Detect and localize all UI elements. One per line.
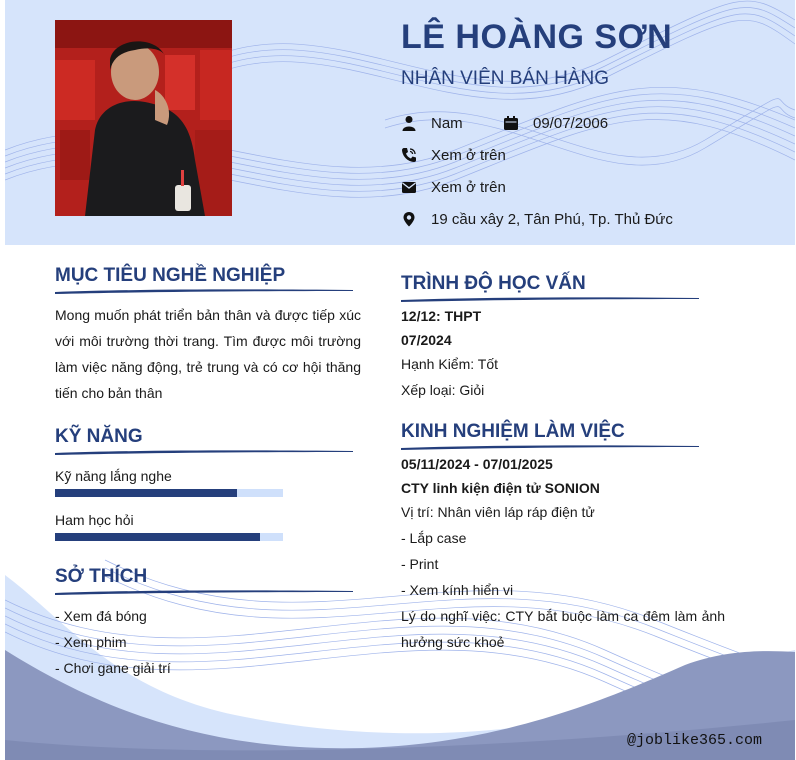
experience-period: 05/11/2024 - 07/01/2025: [401, 456, 553, 472]
skill-label: Ham học hỏi: [55, 512, 134, 528]
profile-photo: [55, 20, 232, 216]
calendar-icon: [503, 115, 519, 131]
education-rank: Xếp loại: Giỏi: [401, 382, 485, 398]
skills-title: KỸ NĂNG: [55, 426, 143, 447]
phone-icon: [401, 147, 417, 163]
job-title: NHÂN VIÊN BÁN HÀNG: [401, 68, 609, 89]
objective-title: MỤC TIÊU NGHỀ NGHIỆP: [55, 265, 286, 286]
skill-bar-fill: [55, 533, 260, 541]
hobby-item: - Xem đá bóng: [55, 608, 147, 624]
gender-row: [401, 111, 463, 135]
education-underline: [401, 295, 701, 303]
education-conduct: Hạnh Kiểm: Tốt: [401, 356, 499, 372]
envelope-icon: [401, 179, 417, 195]
education-date: 07/2024: [401, 332, 452, 348]
experience-leave-reason: Lý do nghĩ việc: CTY bắt buộc làm ca đêm làm ảnh hưởng sức khoẻ: [401, 608, 725, 650]
skill-label: Kỹ năng lắng nghe: [55, 468, 172, 484]
skill-bar: [55, 489, 283, 497]
skills-underline: [55, 448, 355, 456]
email-value: Xem ở trên: [431, 178, 506, 196]
address-value: 19 cầu xây 2, Tân Phú, Tp. Thủ Đức: [431, 210, 673, 228]
experience-title: KINH NGHIỆM LÀM VIỆC: [401, 421, 625, 442]
cv-page: [5, 0, 795, 760]
birthdate-value: 09/07/2006: [533, 114, 609, 132]
phone-row: [401, 143, 506, 167]
skill-bar: [55, 533, 283, 541]
user-icon: [401, 115, 417, 131]
experience-task: - Lắp case: [401, 530, 467, 546]
objective-underline: [55, 287, 355, 295]
phone-value: Xem ở trên: [431, 146, 506, 164]
objective-text: Mong muốn phát triển bản thân và được tiếp xúc với môi trường thời trang. Tìm được môi trường làm việc năng động, trẻ trung và có cơ hội thăng tiến cho bản thân: [55, 307, 361, 401]
experience-task: - Xem kính hiển vi: [401, 582, 514, 598]
watermark: @joblike365.com: [627, 732, 763, 749]
address-row: [401, 207, 673, 231]
education-level: 12/12: THPT: [401, 308, 482, 324]
experience-underline: [401, 443, 701, 451]
hobbies-underline: [55, 588, 355, 596]
location-pin-icon: [401, 211, 417, 227]
skill-bar-fill: [55, 489, 237, 497]
experience-position: Vị trí: Nhân viên láp ráp điện tử: [401, 504, 595, 520]
education-title: TRÌNH ĐỘ HỌC VẤN: [401, 273, 586, 294]
email-row: [401, 175, 506, 199]
candidate-name: LÊ HOÀNG SƠN: [401, 18, 673, 56]
hobby-item: - Xem phim: [55, 634, 127, 650]
birthdate-row: [503, 111, 608, 135]
gender-value: Nam: [431, 114, 463, 132]
experience-task: - Print: [401, 556, 439, 572]
hobby-item: - Chơi gane giải trí: [55, 660, 171, 676]
hobbies-title: SỞ THÍCH: [55, 566, 148, 587]
experience-company: CTY linh kiện điện tử SONION: [401, 480, 600, 496]
